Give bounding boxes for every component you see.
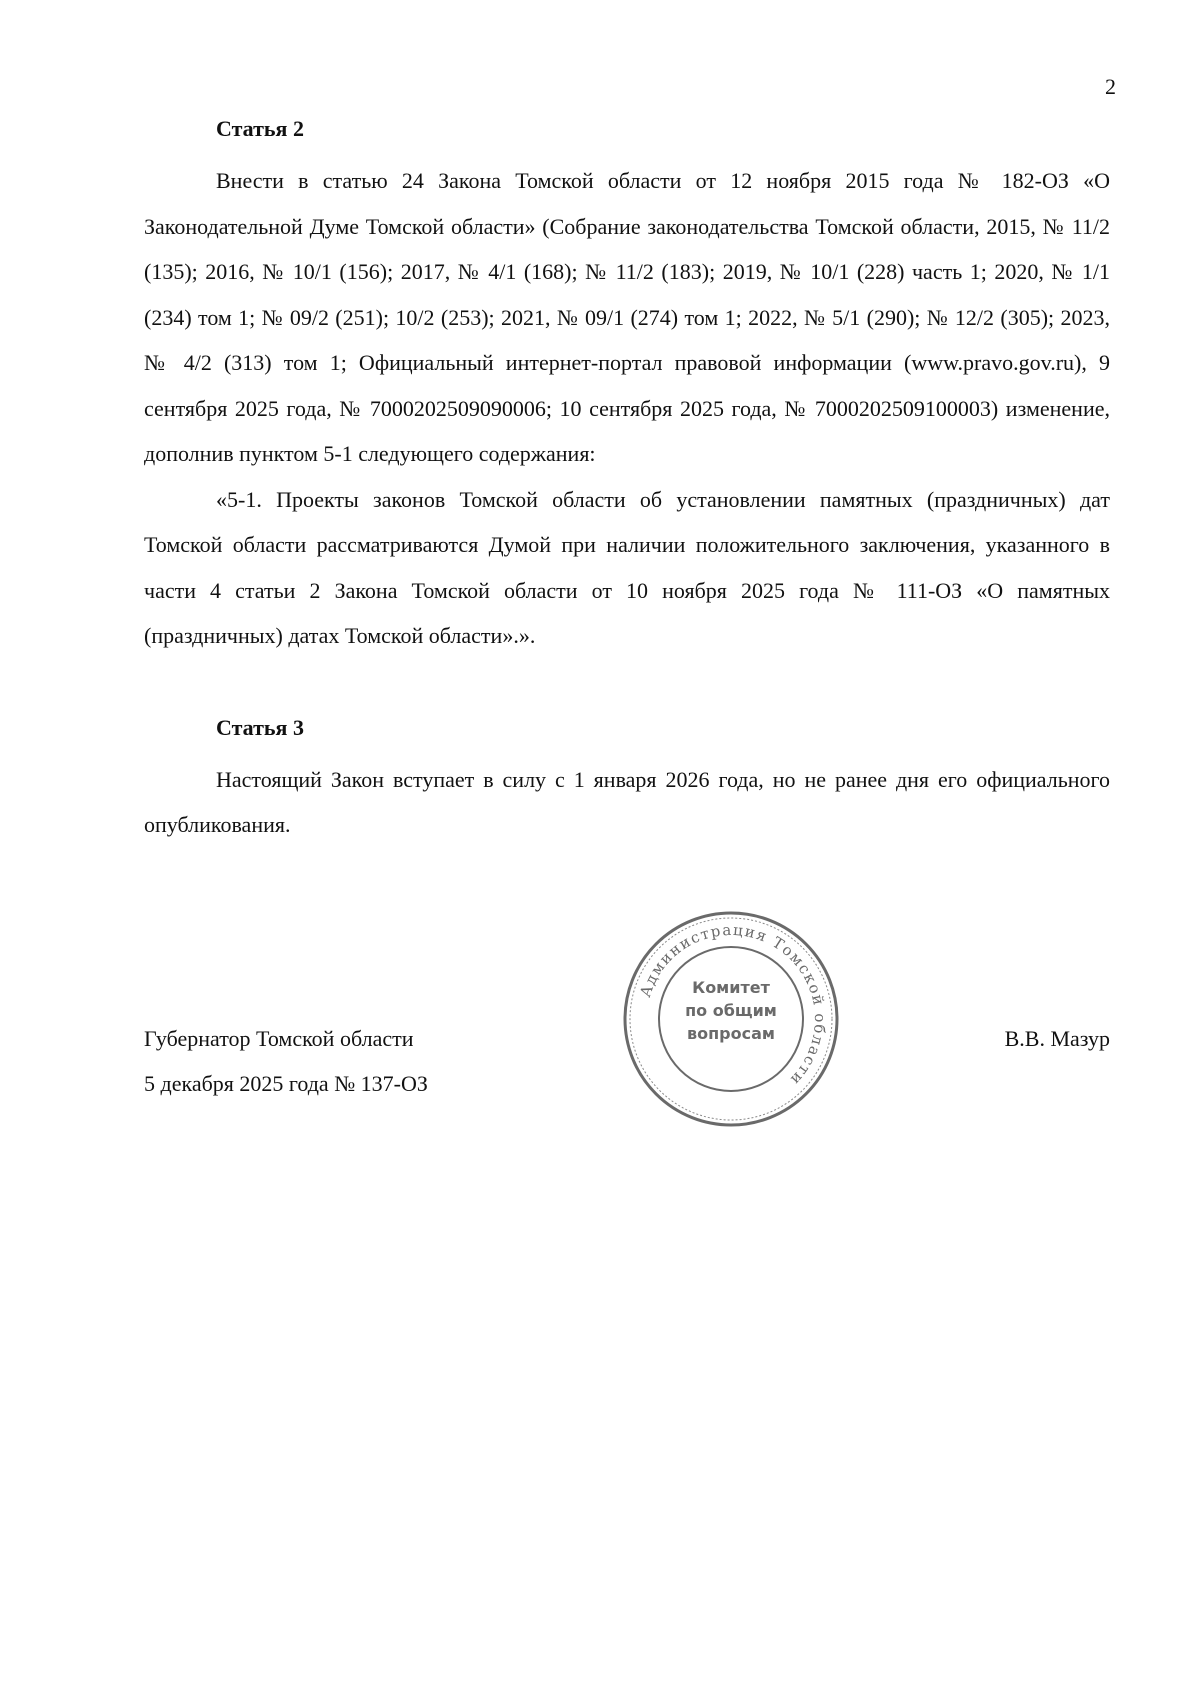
article-2-heading: Статья 2 — [216, 116, 304, 141]
stamp-center-line-2: по общим — [685, 1001, 777, 1020]
stamp-center-line-3: вопросам — [687, 1024, 775, 1043]
article-3-heading: Статья 3 — [216, 714, 304, 740]
signatory-position: Губернатор Томской области — [144, 1026, 414, 1051]
official-stamp — [620, 908, 842, 1130]
article-3-paragraph-1: Настоящий Закон вступает в силу с 1 января 2026 года, но не ранее дня его официального опубликования. — [144, 766, 1110, 837]
stamp-center-line-1: Комитет — [692, 978, 770, 997]
signatory-name: В.В. Мазур — [1004, 1026, 1110, 1051]
page-number: 2 — [1105, 74, 1116, 99]
document-body — [144, 114, 1110, 848]
article-2-paragraph-1: Внести в статью 24 Закона Томской области от 12 ноября 2015 года № 182-ОЗ «О Законодательной Думе Томской области» (Собрание законодательства Томской области, 2015, № 11/2 (135); 2016, № 10/1 (156); 2017, № 4/1 (168); № 11/2 (183); 2019, № 10/1 (228) часть 1; 2020, № 1/1 (234) том 1; № 09/2 (251); 10/2 (253); 2021, № 09/1 (274) том 1; 2022, № 5/1 (290); № 12/2 (305); 2023, № 4/2 (313) том 1; Официальный интернет-портал правовой информации (www.pravo.gov.ru), 9 сентября 2025 года, № 7000202509090006; 10 сентября 2025 года, № 7000202509100003) изменение, дополнив пунктом 5-1 следующего содержания: — [144, 168, 1110, 466]
stamp-center-text — [676, 976, 786, 1045]
stamp-ring-text: Администрация Томской области — [636, 920, 830, 1090]
article-2-paragraph-2: «5-1. Проекты законов Томской области об установлении памятных (праздничных) дат Томской области рассматриваются Думой при наличии положительного заключения, указанного в части 4 статьи 2 Закона Томской области от 10 ноября 2025 года № 111-ОЗ «О памятных (праздничных) датах Томской области».». — [144, 486, 1110, 648]
signatory-info — [144, 1016, 428, 1106]
law-date-number: 5 декабря 2025 года № 137-ОЗ — [144, 1071, 428, 1096]
